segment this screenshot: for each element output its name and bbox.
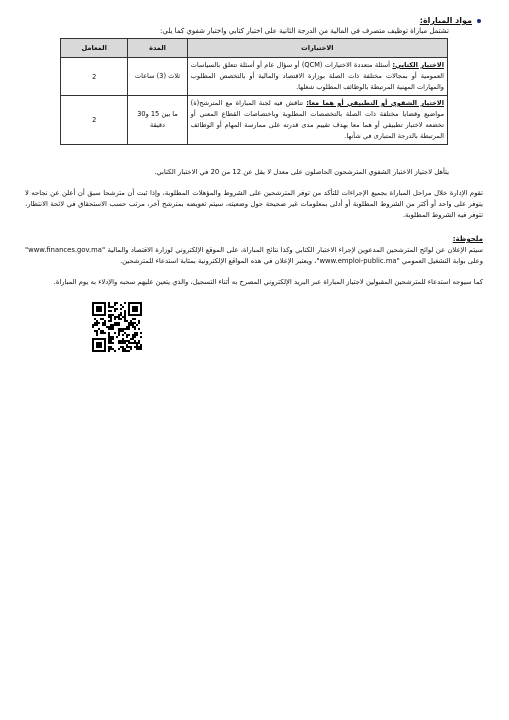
note-announcement: سيتم الإعلان عن لوائح المترشحين المدعوين لإجراء الاختبار الكتابي وكذا نتائج المباراة، على الموقع الإلكتروني لوزارة الاقتصاد والمالية "www.finances.gov.ma" وعلى بوابة التشغيل العمومي "www.emploi-public.ma"، ويعتبر الإعلان في هذه المواقع الإلكترونية بمثابة استدعاء للمترشحين.: [25, 246, 483, 265]
table-row: [61, 96, 448, 145]
qualification-paragraph: يتأهل لاجتياز الاختبار الشفوي المترشحون الحاصلون على معدل لا يقل عن 12 من 20 في الاختبار الكتابي.: [154, 168, 449, 176]
table-header-row: [61, 39, 448, 58]
written-test-duration: ثلاث (3) ساعات: [128, 58, 187, 96]
oral-test-label: الاختبار الشفوي أو التطبيقي أو هما معا:: [306, 99, 444, 107]
section-intro: تشتمل مباراة توظيف متصرف في المالية من الدرجة الثانية على اختبار كتابي واختبار شفوي كما يلي:: [160, 27, 449, 35]
bullet-icon: [477, 19, 481, 23]
note-title: ملحوظة:: [452, 235, 483, 243]
written-test-cell: [187, 58, 447, 96]
section-title: مواد المباراة:: [419, 16, 472, 25]
header-duration: المدة: [128, 39, 187, 58]
section-heading: [420, 16, 481, 25]
oral-test-duration: ما بين 15 و30 دقيقة: [128, 96, 187, 145]
qr-code-icon: [92, 302, 142, 352]
verification-paragraph: تقوم الإدارة خلال مراحل المباراة بجميع الإجراءات للتأكد من توفر المترشحين على الشروط والمؤهلات المطلوبة، وإذا ثبت أن مترشحا سبق أن أعلن عن نجاحه لا يتوفر على واحد أو أكثر من الشروط المطلوبة أو أدلى بمعلومات غير صحيحة حول وضعيته، سيتم تعويضه بمترشح آخر، مرتب حسب الاستحقاق في لائحة الانتظار، تتوفر فيه الشروط المطلوبة.: [25, 189, 483, 219]
table-row: [61, 58, 448, 96]
header-coefficient: المعامل: [61, 39, 128, 58]
written-test-coefficient: 2: [61, 58, 128, 96]
exam-table: [60, 38, 448, 145]
written-test-text: أسئلة متعددة الاختيارات (QCM) أو سؤال عام أو أسئلة تتعلق بالسياسات العمومية أو بمجالات مختلفة ذات الصلة بوزارة الاقتصاد والمالية أو بالتخصص المطلوب والمهارات المهنية المرتبطة بالوظائف المطلوب شغلها.: [190, 61, 444, 91]
note-invitation: كما سيوجه استدعاء للمترشحين المقبولين لاجتياز المباراة عبر البريد الإلكتروني المصرح به أثناء التسجيل، والذي يتعين عليهم سحبه والإدلاء به يوم المباراة.: [53, 278, 483, 286]
header-tests: الاختبارات: [187, 39, 447, 58]
oral-test-cell: [187, 96, 447, 145]
oral-test-coefficient: 2: [61, 96, 128, 145]
oral-test-text: تناقش فيه لجنة المباراة مع المترشح(ة) مواضيع وقضايا مختلفة ذات الصلة بالتخصصات المطلوبة وباختصاصات القطاع المعني أو تخضعه لاختبار تطبيقي أو هما معا بهدف تقييم مدى قدرته على ممارسة المهام أو الوظائف المرتبطة بالدرجة المتبارى في شأنها.: [190, 99, 444, 140]
written-test-label: الاختبار الكتابي:: [392, 61, 444, 69]
